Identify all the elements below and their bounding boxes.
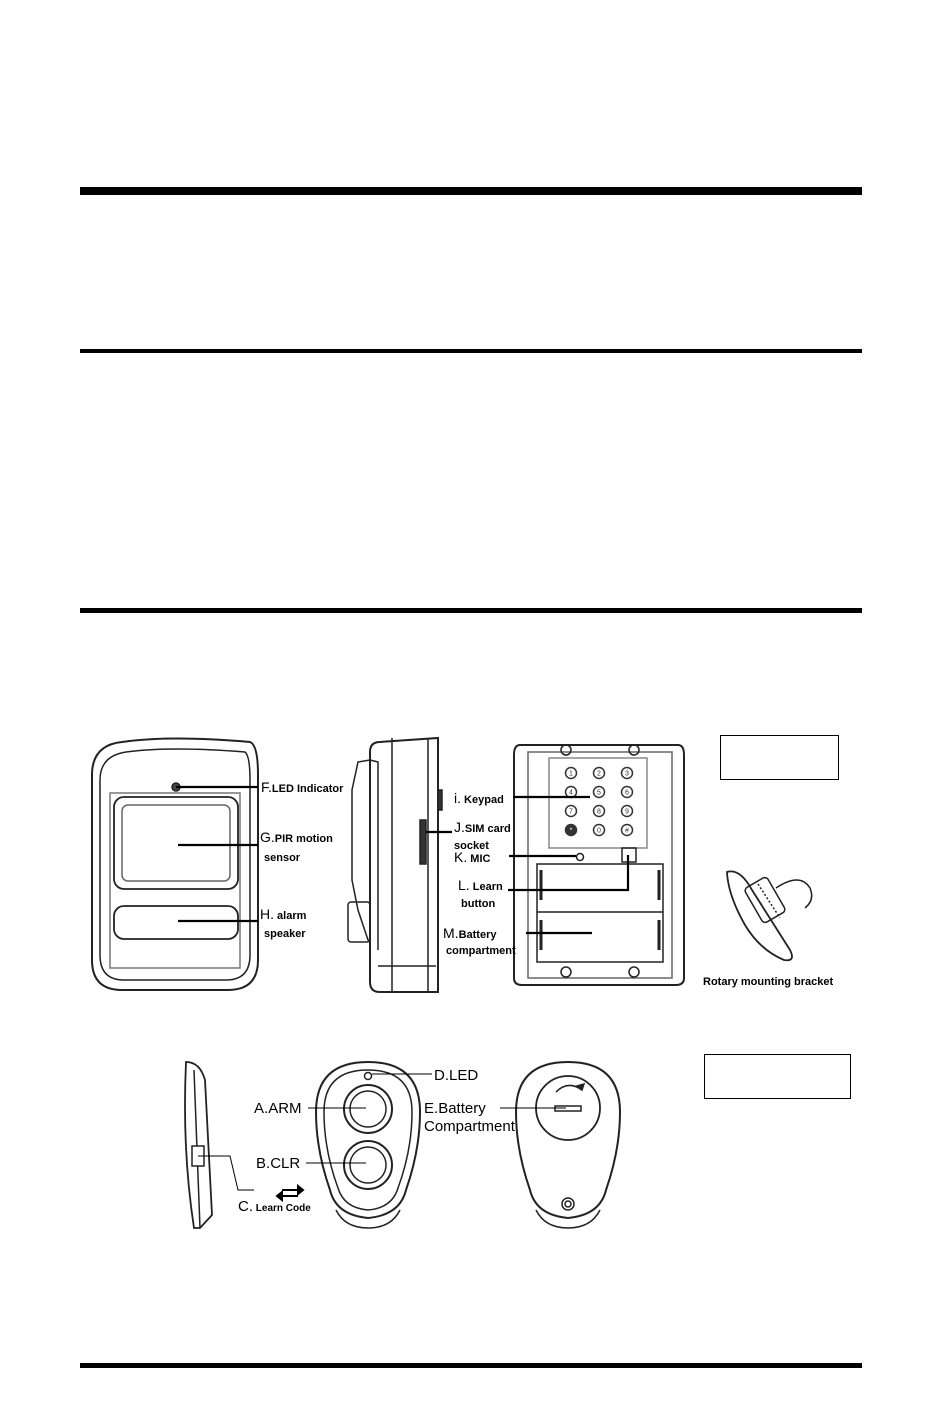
label-learn-button: L. Learn xyxy=(458,877,503,893)
keypad-key-label: 8 xyxy=(597,808,601,816)
remote-front-drawing xyxy=(316,1062,420,1228)
rotary-bracket-drawing xyxy=(727,871,812,960)
keypad-keys xyxy=(566,768,633,836)
keypad-key-label: 3 xyxy=(625,770,629,778)
label-sim-card: J.SIM card xyxy=(454,819,511,835)
label-keypad: i. Keypad xyxy=(454,790,504,806)
label-mic: K. MIC xyxy=(454,849,491,865)
label-learn-code: C. Learn Code xyxy=(238,1198,311,1215)
label-battery-line2: Compartment xyxy=(424,1118,515,1135)
bracket-caption: Rotary mounting bracket xyxy=(703,976,834,988)
remote-back-drawing xyxy=(516,1062,620,1228)
label-clr: B.CLR xyxy=(256,1155,301,1172)
label-alarm-speaker-line2: speaker xyxy=(264,928,306,940)
front-view-drawing xyxy=(92,739,258,991)
keypad-key-label: 2 xyxy=(597,770,601,778)
label-pir-sensor: G.PIR motion xyxy=(260,829,333,845)
leader-lines xyxy=(176,787,628,933)
keypad-key-label: 5 xyxy=(597,789,601,797)
keypad-key-label: 4 xyxy=(569,789,573,797)
label-learn-button-line2: button xyxy=(461,898,496,910)
label-battery: E.Battery xyxy=(424,1100,486,1117)
keypad-key-label: 1 xyxy=(569,770,573,778)
back-view-drawing xyxy=(514,745,684,985)
label-arm: A.ARM xyxy=(254,1100,302,1117)
label-battery-compartment-line2: compartment xyxy=(446,945,516,957)
side-view-drawing xyxy=(348,738,442,992)
keypad-key-label: 9 xyxy=(625,808,629,816)
label-led-indicator: F.LED Indicator xyxy=(261,779,344,795)
label-pir-sensor-line2: sensor xyxy=(264,852,301,864)
blank-label-box-2 xyxy=(704,1054,851,1099)
keypad-key-label: 6 xyxy=(625,789,629,797)
label-led: D.LED xyxy=(434,1067,479,1084)
keypad-key-label: 0 xyxy=(597,827,601,835)
keypad-key-label: # xyxy=(625,827,629,835)
label-battery-compartment: M.Battery xyxy=(443,925,497,941)
blank-label-box-1 xyxy=(720,735,839,780)
keypad-key-label: 7 xyxy=(569,808,573,816)
keypad-key-label: * xyxy=(569,827,573,835)
remote-side-drawing xyxy=(185,1062,212,1228)
label-alarm-speaker: H. alarm xyxy=(260,906,307,922)
label-sim-card-line2: socket xyxy=(454,840,489,852)
